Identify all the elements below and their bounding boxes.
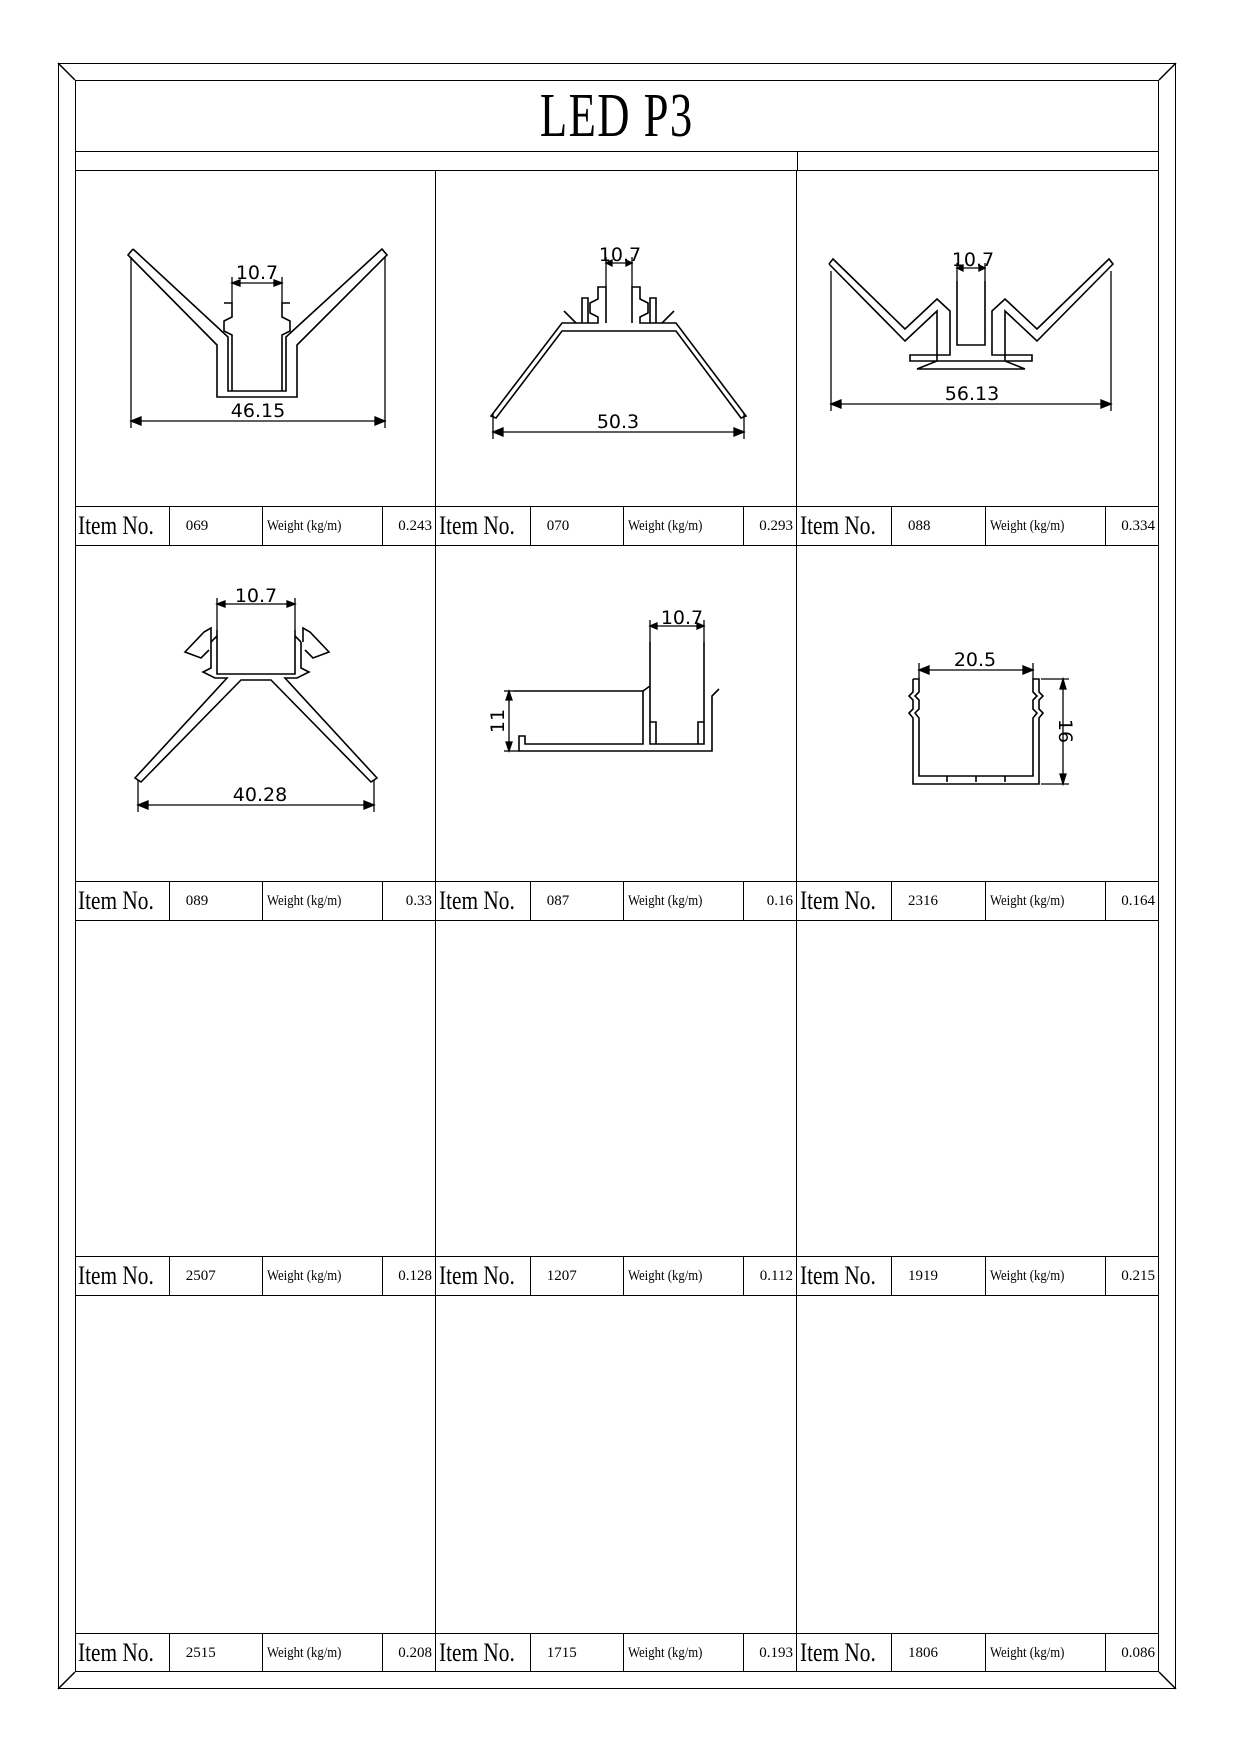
item-no-label: Item No. — [75, 1634, 170, 1672]
item-no-label: Item No. — [75, 882, 170, 920]
dim-069-top: 10.7 — [235, 262, 279, 284]
item-no-label: Item No. — [436, 507, 531, 545]
item-no-value: 1919 — [892, 1257, 986, 1295]
weight-value: 0.334 — [1121, 517, 1155, 534]
weight-value: 0.33 — [405, 892, 432, 909]
item-no-value: 089 — [170, 882, 264, 920]
item-no-value: 070 — [531, 507, 625, 545]
weight-label: Weight (kg/m) — [986, 1257, 1106, 1295]
weight-label: Weight (kg/m) — [624, 882, 744, 920]
profile-drawing-089 — [75, 546, 436, 882]
item-no-label: Item No. — [436, 1257, 531, 1295]
item-no-value: 088 — [892, 507, 986, 545]
info-row-070 — [436, 506, 796, 545]
item-no-label: Item No. — [797, 882, 892, 920]
weight-value: 0.112 — [759, 1267, 793, 1284]
info-row-1919 — [797, 1256, 1158, 1295]
header-strip — [75, 152, 1159, 171]
profile-drawing-070 — [436, 171, 797, 507]
info-row-2507 — [75, 1256, 435, 1295]
product-cell-087 — [436, 546, 797, 921]
product-cell-2515 — [75, 1296, 436, 1672]
item-no-value: 1715 — [531, 1634, 625, 1672]
dim-088-width: 56.13 — [944, 383, 1000, 405]
product-cell-1806 — [797, 1296, 1158, 1672]
weight-value: 0.243 — [398, 517, 432, 534]
profile-drawing-087 — [436, 546, 797, 882]
weight-label: Weight (kg/m) — [986, 1634, 1106, 1672]
page-title: LED P3 — [540, 81, 694, 150]
weight-label: Weight (kg/m) — [263, 507, 383, 545]
dim-070-width: 50.3 — [596, 411, 640, 433]
weight-label: Weight (kg/m) — [986, 507, 1106, 545]
info-row-1715 — [436, 1633, 796, 1672]
weight-value: 0.16 — [766, 892, 793, 909]
item-no-value: 1207 — [531, 1257, 625, 1295]
product-cell-070 — [436, 171, 797, 546]
weight-label: Weight (kg/m) — [624, 1634, 744, 1672]
dim-088-top: 10.7 — [951, 249, 995, 271]
dim-087-top: 10.7 — [660, 607, 704, 629]
info-row-2515 — [75, 1633, 435, 1672]
info-row-089 — [75, 881, 435, 920]
item-no-label: Item No. — [797, 507, 892, 545]
weight-value: 0.128 — [398, 1267, 432, 1284]
item-no-label: Item No. — [436, 882, 531, 920]
product-cell-2507 — [75, 921, 436, 1296]
product-cell-088 — [797, 171, 1158, 546]
weight-value: 0.193 — [759, 1644, 793, 1661]
info-row-069 — [75, 506, 435, 545]
weight-label: Weight (kg/m) — [263, 1634, 383, 1672]
weight-label: Weight (kg/m) — [986, 882, 1106, 920]
product-grid — [75, 171, 1159, 1672]
weight-value: 0.208 — [398, 1644, 432, 1661]
product-cell-1715 — [436, 1296, 797, 1672]
item-no-label: Item No. — [436, 1634, 531, 1672]
item-no-value: 2316 — [892, 882, 986, 920]
weight-value: 0.164 — [1121, 892, 1155, 909]
dim-087-height: 11 — [487, 708, 509, 734]
dim-070-top: 10.7 — [598, 244, 642, 266]
weight-label: Weight (kg/m) — [624, 1257, 744, 1295]
info-row-088 — [797, 506, 1158, 545]
info-row-1207 — [436, 1256, 796, 1295]
weight-value: 0.086 — [1121, 1644, 1155, 1661]
weight-value: 0.215 — [1121, 1267, 1155, 1284]
dim-069-width: 46.15 — [230, 400, 286, 422]
profile-drawing-2316 — [797, 546, 1158, 882]
product-cell-2316 — [797, 546, 1158, 921]
title-bar — [75, 80, 1159, 152]
profile-drawing-088 — [797, 171, 1158, 507]
profile-drawing-069 — [75, 171, 436, 507]
item-no-label: Item No. — [797, 1257, 892, 1295]
info-row-2316 — [797, 881, 1158, 920]
weight-label: Weight (kg/m) — [263, 882, 383, 920]
item-no-value: 2515 — [170, 1634, 264, 1672]
weight-label: Weight (kg/m) — [624, 507, 744, 545]
product-cell-069 — [75, 171, 436, 546]
dim-089-width: 40.28 — [232, 784, 288, 806]
info-row-1806 — [797, 1633, 1158, 1672]
item-no-value: 069 — [170, 507, 264, 545]
dim-089-top: 10.7 — [234, 585, 278, 607]
product-cell-1919 — [797, 921, 1158, 1296]
dim-2316-height: 16 — [1054, 718, 1076, 744]
item-no-label: Item No. — [75, 507, 170, 545]
product-cell-1207 — [436, 921, 797, 1296]
info-row-087 — [436, 881, 796, 920]
dim-2316-width: 20.5 — [953, 649, 997, 671]
product-cell-089 — [75, 546, 436, 921]
weight-label: Weight (kg/m) — [263, 1257, 383, 1295]
item-no-value: 087 — [531, 882, 625, 920]
item-no-label: Item No. — [75, 1257, 170, 1295]
item-no-value: 2507 — [170, 1257, 264, 1295]
item-no-value: 1806 — [892, 1634, 986, 1672]
weight-value: 0.293 — [759, 517, 793, 534]
item-no-label: Item No. — [797, 1634, 892, 1672]
